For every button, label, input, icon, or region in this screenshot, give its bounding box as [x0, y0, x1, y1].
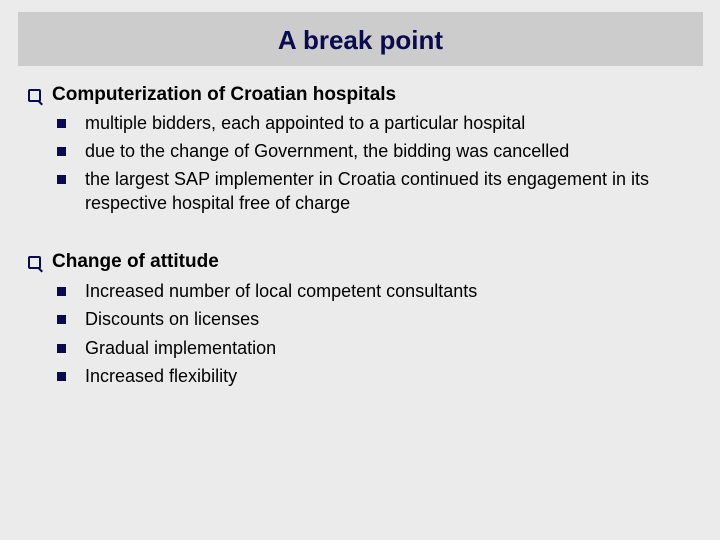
square-bullet-icon [57, 119, 66, 128]
section-heading: Computerization of Croatian hospitals [52, 84, 397, 105]
list-item-text: the largest SAP implementer in Croatia continued its engagement in its respective hospital free of charge [85, 169, 649, 213]
list-item-text: Discounts on licenses [85, 309, 260, 329]
section-computerization [28, 83, 695, 215]
list-item-text: Gradual implementation [85, 337, 277, 358]
main-bullet [28, 250, 695, 274]
checkbox-icon [28, 89, 41, 102]
sub-bullet-list [28, 279, 695, 389]
list-item [57, 336, 695, 360]
square-bullet-icon [57, 287, 66, 296]
list-item-text: Increased number of local competent consultants [85, 280, 478, 301]
title-bar [18, 12, 703, 66]
list-item [57, 167, 695, 215]
square-bullet-icon [57, 315, 66, 324]
list-item [57, 307, 695, 331]
list-item [57, 279, 695, 303]
square-bullet-icon [57, 175, 66, 184]
list-item-text: multiple bidders, each appointed to a particular hospital [85, 113, 526, 133]
list-item [57, 111, 695, 135]
checkbox-icon [28, 256, 41, 269]
square-bullet-icon [57, 372, 66, 381]
section-heading: Change of attitude [52, 251, 219, 272]
section-change-of-attitude [28, 250, 695, 388]
list-item [57, 364, 695, 388]
sub-bullet-list [28, 111, 695, 215]
list-item-text: Increased flexibility [85, 366, 238, 386]
list-item [57, 139, 695, 163]
square-bullet-icon [57, 344, 66, 353]
main-bullet [28, 83, 695, 107]
slide-title: A break point [277, 25, 444, 55]
list-item-text: due to the change of Government, the bidding was cancelled [85, 141, 570, 161]
square-bullet-icon [57, 147, 66, 156]
